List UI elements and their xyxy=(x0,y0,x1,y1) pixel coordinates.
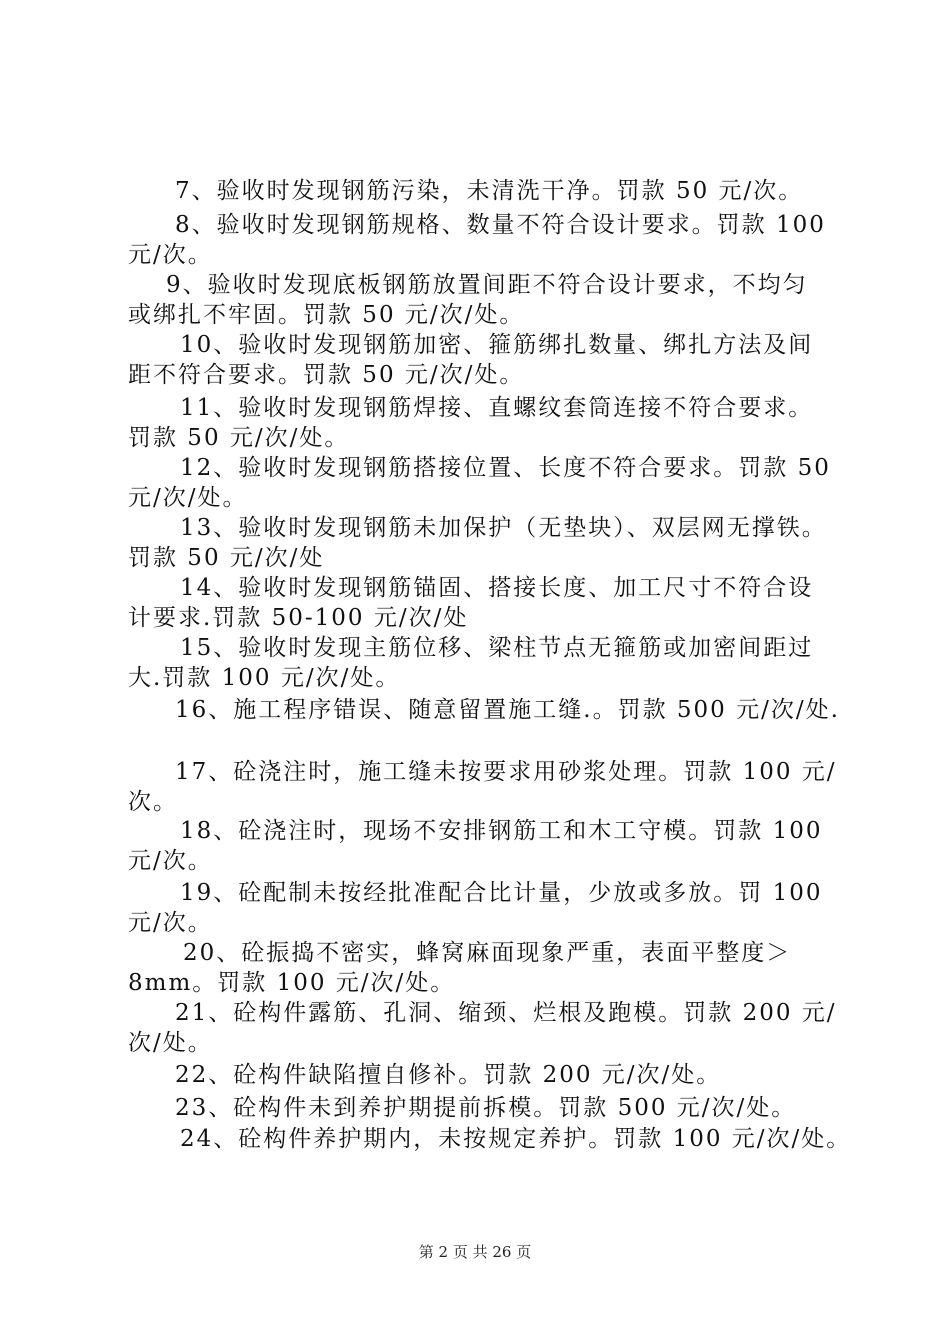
item-line: 19、砼配制未按经批准配合比计量，少放或多放。罚 100 xyxy=(180,880,823,906)
item-line: 24、砼构件养护期内，未按规定养护。罚款 100 元/次/处。 xyxy=(180,1126,852,1152)
item-line: 或绑扎不牢固。罚款 50 元/次/处。 xyxy=(128,302,525,328)
item-line: 21、砼构件露筋、孔洞、缩颈、烂根及跑模。罚款 200 元/ xyxy=(175,1000,837,1026)
item-line: 10、验收时发现钢筋加密、箍筋绑扎数量、绑扎方法及间 xyxy=(180,332,814,358)
item-line: 距不符合要求。罚款 50 元/次/处。 xyxy=(128,362,525,388)
item-line: 大.罚款 100 元/次/处。 xyxy=(128,665,401,691)
item-line: 9、验收时发现底板钢筋放置间距不符合设计要求，不均匀 xyxy=(166,272,808,298)
item-line: 23、砼构件未到养护期提前拆模。罚款 500 元/次/处。 xyxy=(175,1095,797,1121)
item-line: 次/处。 xyxy=(128,1030,213,1056)
item-line: 7、验收时发现钢筋污染，未清洗干净。罚款 50 元/次。 xyxy=(175,178,804,204)
item-line: 罚款 50 元/次/处 xyxy=(128,545,325,571)
item-line: 计要求.罚款 50-100 元/次/处 xyxy=(128,605,469,631)
item-line: 元/次。 xyxy=(128,910,213,936)
item-line: 元/次。 xyxy=(128,848,213,874)
item-line: 次。 xyxy=(128,789,178,815)
item-line: 8、验收时发现钢筋规格、数量不符合设计要求。罚款 100 xyxy=(175,212,826,238)
item-line: 16、施工程序错误、随意留置施工缝.。罚款 500 元/次/处. xyxy=(175,697,840,723)
item-line: 22、砼构件缺陷擅自修补。罚款 200 元/次/处。 xyxy=(175,1062,722,1088)
item-line: 11、验收时发现钢筋焊接、直螺纹套筒连接不符合要求。 xyxy=(180,395,814,421)
item-line: 元/次。 xyxy=(128,242,213,268)
item-line: 20、砼振捣不密实，蜂窝麻面现象严重，表面平整度＞ xyxy=(183,940,792,966)
page-footer: 第 2 页 共 26 页 xyxy=(418,1243,532,1261)
item-line: 12、验收时发现钢筋搭接位置、长度不符合要求。罚款 50 xyxy=(180,455,831,481)
item-line: 14、验收时发现钢筋锚固、搭接长度、加工尺寸不符合设 xyxy=(180,575,814,601)
item-line: 15、验收时发现主筋位移、梁柱节点无箍筋或加密间距过 xyxy=(180,635,814,661)
item-line: 8mm。罚款 100 元/次/处。 xyxy=(128,970,456,996)
item-line: 17、砼浇注时，施工缝未按要求用砂浆处理。罚款 100 元/ xyxy=(175,759,837,785)
item-line: 18、砼浇注时，现场不安排钢筋工和木工守模。罚款 100 xyxy=(180,818,823,844)
item-line: 罚款 50 元/次/处。 xyxy=(128,425,350,451)
item-line: 元/次/处。 xyxy=(128,485,248,511)
item-line: 13、验收时发现钢筋未加保护（无垫块）、双层网无撑铁。 xyxy=(180,515,827,541)
